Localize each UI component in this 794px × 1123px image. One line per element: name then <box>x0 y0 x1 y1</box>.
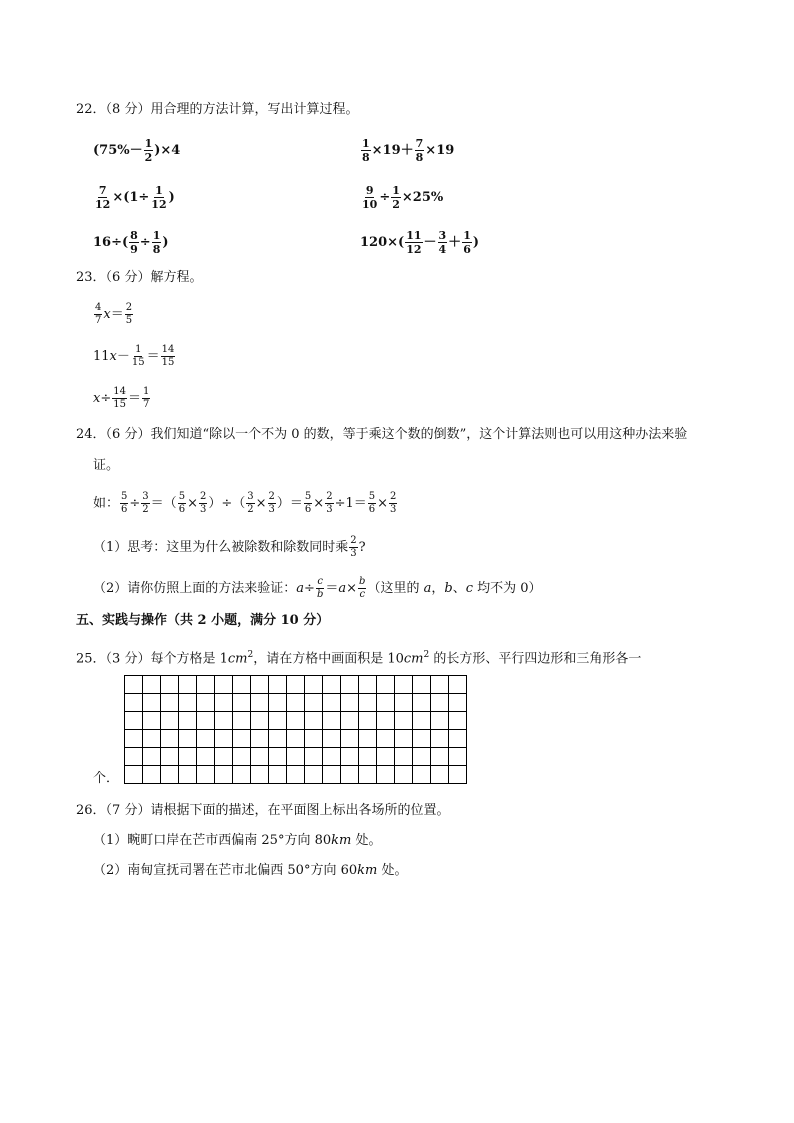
grid-cell[interactable] <box>215 748 233 766</box>
grid-cell[interactable] <box>197 766 215 784</box>
q24-title: 24．（6 分）我们知道“除以一个不为 0 的数，等于乘这个数的倒数”，这个计算法则也可以用这种办法来验 <box>76 427 688 442</box>
grid-cell[interactable] <box>233 748 251 766</box>
q25-title: 25．（3 分）每个方格是 $1cm^2$，请在方格中画面积是 $10cm^2$ 的长方形、平行四边形和三角形各一 <box>76 650 642 667</box>
grid-cell[interactable] <box>431 730 449 748</box>
grid-cell[interactable] <box>341 748 359 766</box>
grid-cell[interactable] <box>269 694 287 712</box>
grid-cell[interactable] <box>341 730 359 748</box>
grid-cell[interactable] <box>359 676 377 694</box>
grid-cell[interactable] <box>143 748 161 766</box>
grid-cell[interactable] <box>125 676 143 694</box>
grid-cell[interactable] <box>269 748 287 766</box>
grid-cell[interactable] <box>323 712 341 730</box>
q23-eq-1: $\frac{4}{7}$ x＝ $\frac{2}{5}$ <box>95 302 133 326</box>
grid-cell[interactable] <box>215 712 233 730</box>
grid-cell[interactable] <box>359 730 377 748</box>
grid-cell[interactable] <box>233 712 251 730</box>
q23-eq-3: x÷ $\frac{14}{15}$ ＝ $\frac{1}{7}$ <box>93 386 150 410</box>
q24-sub-1: （1）思考：这里为什么被除数和除数同时乘 $\frac{2}{3}$ ? <box>93 535 366 559</box>
grid-cell[interactable] <box>269 712 287 730</box>
grid-cell[interactable] <box>413 676 431 694</box>
grid-cell[interactable] <box>269 730 287 748</box>
grid-cell[interactable] <box>395 748 413 766</box>
grid-cell[interactable] <box>125 748 143 766</box>
grid-cell[interactable] <box>305 694 323 712</box>
grid-cell[interactable] <box>287 694 305 712</box>
grid-cell[interactable] <box>395 730 413 748</box>
grid-cell[interactable] <box>179 694 197 712</box>
grid-cell[interactable] <box>323 766 341 784</box>
q22-expr-5: 16÷( $\frac{8}{9}$ ÷ $\frac{1}{8}$ ) <box>93 229 169 256</box>
grid-cell[interactable] <box>125 694 143 712</box>
grid-cell[interactable] <box>179 676 197 694</box>
grid-cell[interactable] <box>143 766 161 784</box>
grid-cell[interactable] <box>449 676 467 694</box>
grid-cell[interactable] <box>449 712 467 730</box>
grid-cell[interactable] <box>161 694 179 712</box>
grid-cell[interactable] <box>287 712 305 730</box>
grid-cell[interactable] <box>197 694 215 712</box>
q22-expr-1: (75%－ $\frac{1}{2}$ )×4 <box>93 137 181 164</box>
grid-cell[interactable] <box>215 676 233 694</box>
q22-expr-6: 120×( $\frac{11}{12}$ － $\frac{3}{4}$ ＋ $\frac{1}{6}$ ) <box>360 229 479 256</box>
grid-cell[interactable] <box>215 766 233 784</box>
grid-cell[interactable] <box>251 730 269 748</box>
q26-sub-1: （1）畹町口岸在芒市西偏南 25°方向 80km 处。 <box>93 833 382 848</box>
q23-eq-2: 11x－ $\frac{1}{15}$ ＝ $\frac{14}{15}$ <box>93 344 175 368</box>
grid-cell[interactable] <box>377 694 395 712</box>
q24-sub-2: （2）请你仿照上面的方法来验证：a÷ $\frac{c}{b}$ ＝a× $\frac{b}{c}$ （这里的 a，b、c 均不为 0） <box>93 576 542 600</box>
grid-cell[interactable] <box>233 694 251 712</box>
grid-cell[interactable] <box>341 766 359 784</box>
grid-cell[interactable] <box>305 676 323 694</box>
grid-cell[interactable] <box>269 766 287 784</box>
grid-cell[interactable] <box>449 694 467 712</box>
grid-cell[interactable] <box>233 730 251 748</box>
grid-cell[interactable] <box>377 712 395 730</box>
grid-cell[interactable] <box>287 730 305 748</box>
grid-cell[interactable] <box>413 694 431 712</box>
grid-cell[interactable] <box>251 676 269 694</box>
grid-cell[interactable] <box>179 748 197 766</box>
grid-cell[interactable] <box>431 694 449 712</box>
grid-cell[interactable] <box>251 748 269 766</box>
grid-cell[interactable] <box>161 730 179 748</box>
square-grid[interactable] <box>124 675 467 784</box>
grid-cell[interactable] <box>215 730 233 748</box>
q25-tail: 个． <box>93 771 120 786</box>
grid-cell[interactable] <box>197 730 215 748</box>
grid-cell[interactable] <box>395 712 413 730</box>
grid-cell[interactable] <box>431 676 449 694</box>
grid-cell[interactable] <box>305 712 323 730</box>
q22-title: 22．（8 分）用合理的方法计算，写出计算过程。 <box>76 102 359 117</box>
grid-cell[interactable] <box>143 676 161 694</box>
grid-cell[interactable] <box>125 712 143 730</box>
grid-cell[interactable] <box>287 766 305 784</box>
grid-cell[interactable] <box>251 694 269 712</box>
grid-cell[interactable] <box>449 766 467 784</box>
grid-cell[interactable] <box>179 712 197 730</box>
grid-cell[interactable] <box>449 748 467 766</box>
q24-title-cont: 证。 <box>93 458 120 473</box>
grid-cell[interactable] <box>413 748 431 766</box>
section-5-title: 五、实践与操作（共 2 小题，满分 10 分） <box>76 613 330 628</box>
grid-cell[interactable] <box>197 712 215 730</box>
grid-cell[interactable] <box>305 730 323 748</box>
grid-cell[interactable] <box>287 748 305 766</box>
grid-cell[interactable] <box>305 766 323 784</box>
grid-cell[interactable] <box>431 712 449 730</box>
grid-cell[interactable] <box>323 748 341 766</box>
grid-cell[interactable] <box>269 676 287 694</box>
grid-cell[interactable] <box>413 766 431 784</box>
grid-cell[interactable] <box>251 766 269 784</box>
grid-cell[interactable] <box>179 766 197 784</box>
grid-cell[interactable] <box>449 730 467 748</box>
q24-example: 如： $\frac{5}{6}$ ÷ $\frac{3}{2}$ ＝（ $\frac{5}{6}$ × $\frac{2}{3}$ ）÷（ $\frac{3}{2}$ × $\frac{2}{3}$ ）＝ $\frac{5}{6}$ × $\frac{2}{3}$ ÷1＝ $\frac{5}{6}$ × $\frac{2}{3}$ <box>93 491 397 515</box>
q22-expr-2: $\frac{1}{8}$ ×19＋ $\frac{7}{8}$ ×19 <box>362 137 455 164</box>
grid-cell[interactable] <box>431 766 449 784</box>
grid-cell[interactable] <box>323 676 341 694</box>
grid-cell[interactable] <box>377 748 395 766</box>
grid-cell[interactable] <box>251 712 269 730</box>
grid-cell[interactable] <box>179 730 197 748</box>
grid-cell[interactable] <box>161 766 179 784</box>
q23-title: 23．（6 分）解方程。 <box>76 270 203 285</box>
grid-cell[interactable] <box>359 766 377 784</box>
q26-title: 26．（7 分）请根据下面的描述，在平面图上标出各场所的位置。 <box>76 803 450 818</box>
grid-cell[interactable] <box>413 712 431 730</box>
grid-cell[interactable] <box>395 694 413 712</box>
grid-cell[interactable] <box>323 730 341 748</box>
grid-cell[interactable] <box>143 730 161 748</box>
grid-cell[interactable] <box>395 676 413 694</box>
grid-cell[interactable] <box>431 748 449 766</box>
q22-expr-3: $\frac{7}{12}$ ×(1÷ $\frac{1}{12}$ ) <box>95 184 175 211</box>
grid-cell[interactable] <box>395 766 413 784</box>
q22-expr-4: $\frac{9}{10}$ ÷ $\frac{1}{2}$ ×25% <box>362 184 444 211</box>
grid-cell[interactable] <box>125 766 143 784</box>
grid-cell[interactable] <box>233 766 251 784</box>
q26-sub-2: （2）南甸宣抚司署在芒市北偏西 50°方向 60km 处。 <box>93 863 408 878</box>
grid-cell[interactable] <box>197 748 215 766</box>
grid-cell[interactable] <box>161 676 179 694</box>
grid-cell[interactable] <box>323 694 341 712</box>
grid-cell[interactable] <box>161 712 179 730</box>
grid-cell[interactable] <box>215 694 233 712</box>
grid-cell[interactable] <box>197 676 215 694</box>
grid-cell[interactable] <box>359 694 377 712</box>
grid-cell[interactable] <box>341 694 359 712</box>
grid-cell[interactable] <box>143 694 161 712</box>
grid-cell[interactable] <box>377 766 395 784</box>
grid-cell[interactable] <box>413 730 431 748</box>
grid-cell[interactable] <box>377 730 395 748</box>
grid-cell[interactable] <box>341 712 359 730</box>
grid-cell[interactable] <box>377 676 395 694</box>
grid-cell[interactable] <box>287 676 305 694</box>
grid-cell[interactable] <box>233 676 251 694</box>
grid-cell[interactable] <box>305 748 323 766</box>
grid-cell[interactable] <box>341 676 359 694</box>
grid-cell[interactable] <box>143 712 161 730</box>
grid-cell[interactable] <box>359 712 377 730</box>
grid-cell[interactable] <box>161 748 179 766</box>
grid-cell[interactable] <box>359 748 377 766</box>
grid-cell[interactable] <box>125 730 143 748</box>
